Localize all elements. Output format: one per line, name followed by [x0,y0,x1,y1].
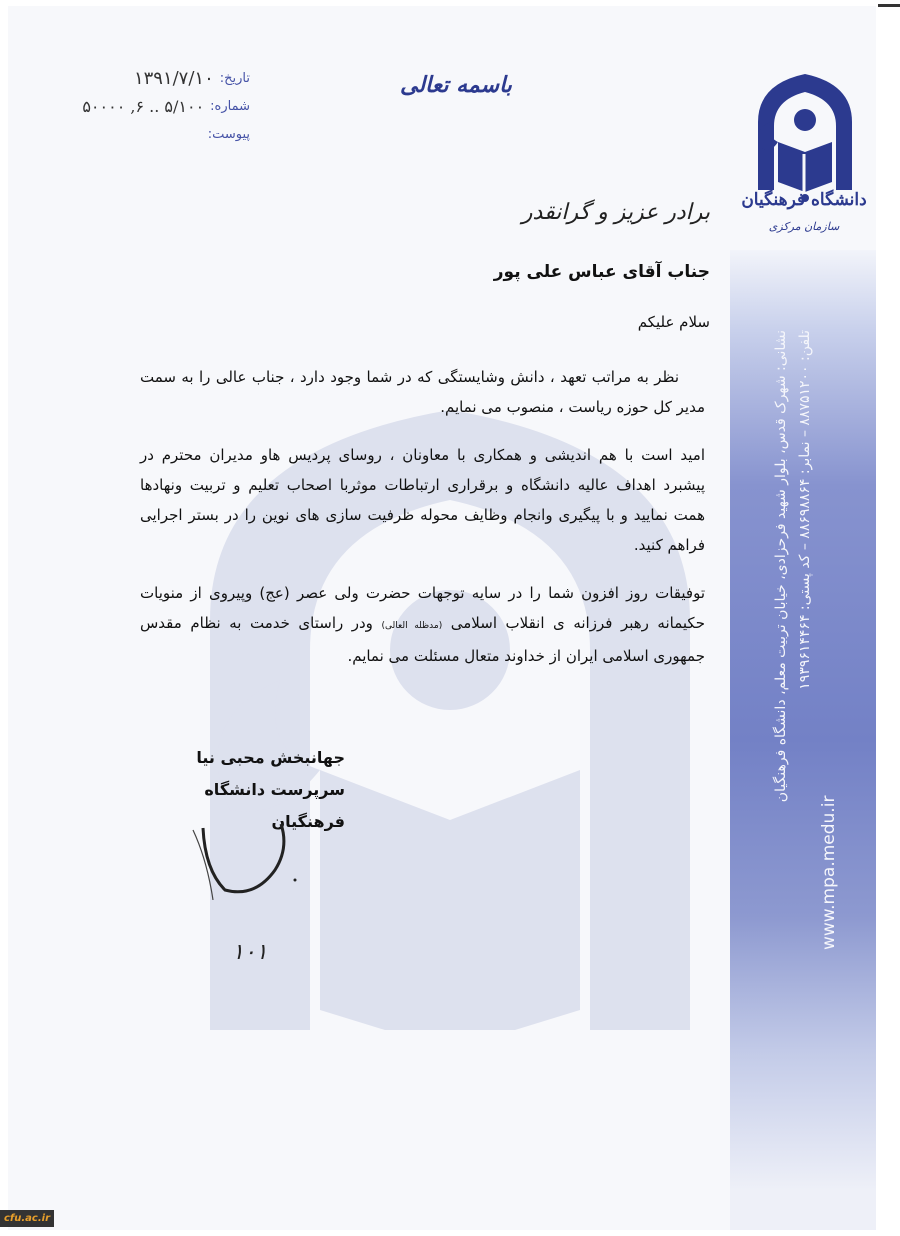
date-label: تاریخ: [219,70,250,86]
body-paragraph: امید است با هم اندیشی و همکاری با معاونان ، روسای پردیس هاو مدیران محترم در پیشبرد اهداف عالیه دانشگاه و برقراری ارتباطات موثربا اصحاب تعلیم و تربیت ونهادها همت نمایید و با پیگیری وانجام وظایف محوله ظرفیت سازی های نوین را در بستر اجرایی فراهم کنید. [140,446,705,554]
watermark-credit: cfu.ac.ir [0,1210,54,1227]
signer-name: جهانبخش محبی نیا [196,748,345,767]
attachment-row [30,120,250,148]
scan-margin [876,0,900,1236]
handwritten-signature-icon [185,820,305,900]
number-value: ۵/۱۰۰ .. ۶, ۵۰۰۰۰ [82,96,205,116]
number-label: شماره: [210,98,250,114]
letter-meta [30,64,250,148]
footer-address-vertical [745,330,865,950]
scan-edge-mark [878,4,900,7]
letter-body [140,362,705,689]
body-paragraph: نظر به مراتب تعهد ، دانش وشایستگی که در شما وجود دارد ، جناب عالی را به سمت مدیر کل حوزه ریاست ، منصوب می نمایم. [140,368,705,416]
honorific-small: (مدظله العالی) [381,621,443,631]
date-row [30,64,250,92]
organization-name: دانشگاه فرهنگیان [741,190,867,210]
greeting: سلام علیکم [637,313,710,331]
number-row [30,92,250,120]
invocation-heading: باسمه تعالی [400,72,512,98]
website-link[interactable]: www.mpa.medu.ir [819,795,839,950]
organization-subunit: سازمان مرکزی [768,220,840,233]
signer-title: سرپرست دانشگاه فرهنگیان [204,780,345,831]
address-line: نشانی: شهرک قدس، بلوار شهید فرحزادی، خیابان تربیت معلم، دانشگاه فرهنگیان [773,330,789,803]
phone-line: تلفن: ۸۸۷۵۱۲۰۰ – نمابر: ۸۸۶۹۸۸۶۴ – کد پستی: ۱۹۳۹۶۱۴۴۶۴ [797,330,813,690]
body-paragraph: توفیقات روز افزون شما را در سایه توجهات حضرت ولی عصر (عج) وپیروی از منویات حکیمانه رهبر فرزانه ی انقلاب اسلامی (مدظله العالی) ودر راستای خدمت به نظام مقدس جمهوری اسلامی ایران از خداوند متعال مسئلت می نمایم. [140,584,705,665]
handwritten-honorific: برادر عزیز و گرانقدر [521,200,710,225]
date-value: ۱۳۹۱/۷/۱۰ [133,67,214,89]
recipient-name: جناب آقای عباس علی پور [493,262,710,282]
handwritten-reference-number: ۱۰۱ [232,940,268,965]
attachment-label: پیوست: [207,126,250,142]
